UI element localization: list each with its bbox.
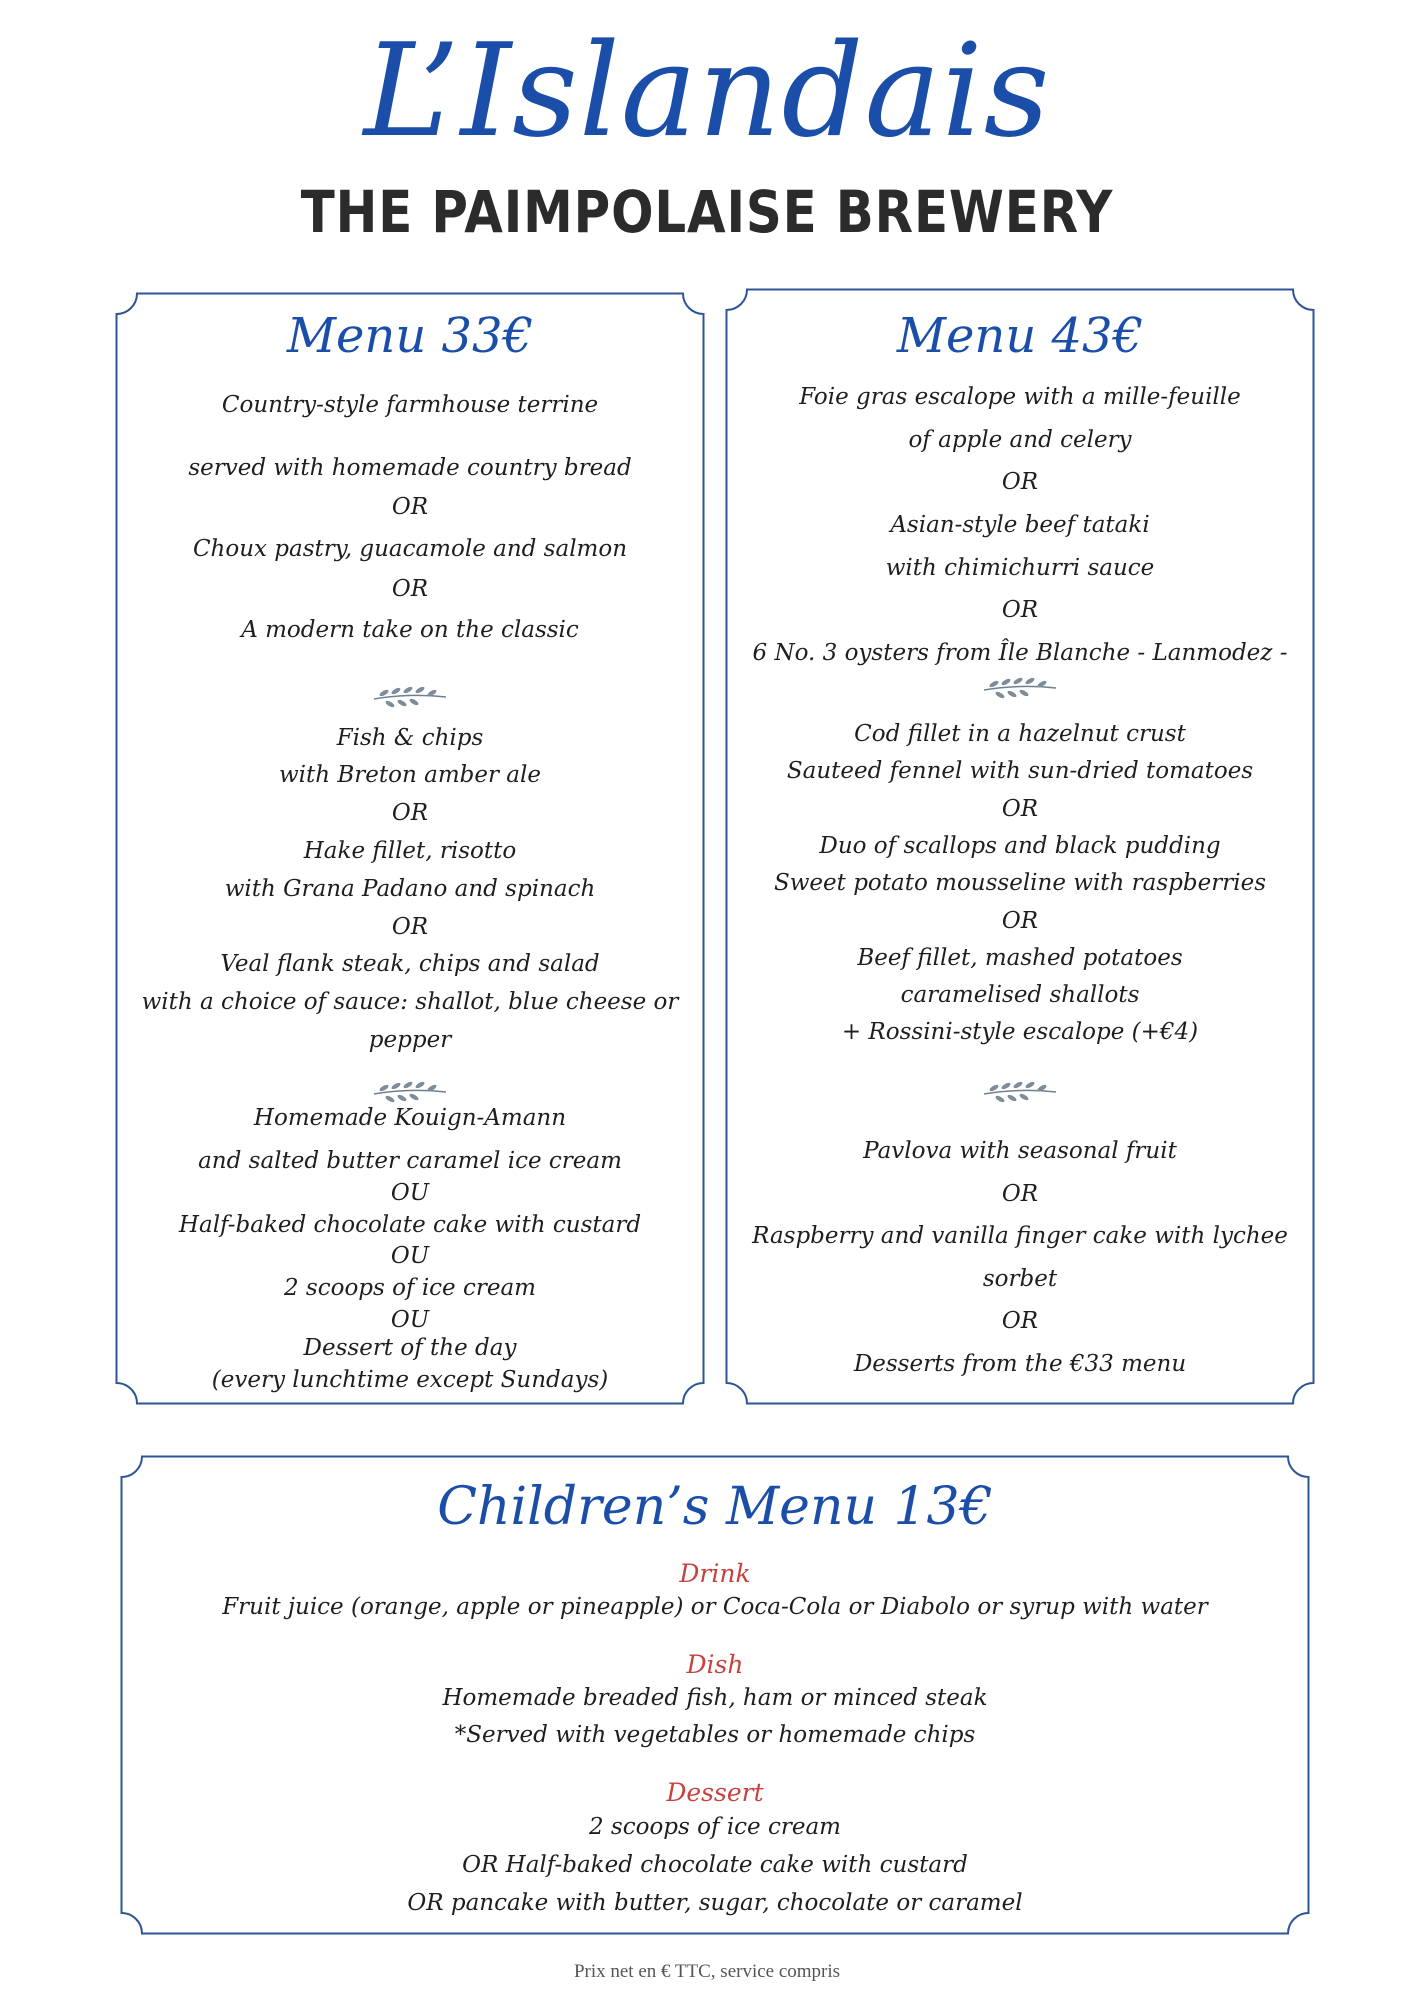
menu-43-line: OR <box>1001 1181 1039 1207</box>
olive-sprig-icon <box>980 674 1060 702</box>
menu-33-line: OU <box>390 1180 430 1206</box>
dessert-section-label: Dessert <box>666 1778 764 1807</box>
menu-33-line: Homemade Kouign-Amann <box>253 1105 567 1131</box>
menu-43-line: OR <box>1001 1308 1039 1334</box>
dessert-line: OR Half-baked chocolate cake with custard <box>462 1852 968 1878</box>
menu-33-line: served with homemade country bread <box>188 455 632 481</box>
menu-43-line: Cod fillet in a hazelnut crust <box>854 721 1186 747</box>
menu-33-line: OR <box>391 576 429 602</box>
menu-33-line: OR <box>391 800 429 826</box>
menu-33-line: OR <box>391 494 429 520</box>
menu-43-line: OR <box>1001 469 1039 495</box>
menu-43-line: of apple and celery <box>908 427 1132 453</box>
menu-33-line: Hake fillet, risotto <box>303 838 517 864</box>
dish-line: Homemade breaded fish, ham or minced steak <box>442 1685 988 1711</box>
menu-33-line: Choux pastry, guacamole and salmon <box>192 536 628 562</box>
menu-43-title: Menu 43€ <box>896 308 1144 364</box>
menu-43-line: with chimichurri sauce <box>885 555 1155 581</box>
menu-33-line: and salted butter caramel ice cream <box>198 1148 622 1174</box>
menu-33-line: with Grana Padano and spinach <box>224 876 596 902</box>
menu-43-line: sorbet <box>982 1266 1058 1292</box>
menu-33-line: OR <box>391 914 429 940</box>
restaurant-title: L’Islandais <box>363 17 1051 166</box>
menu-43-line: OR <box>1001 908 1039 934</box>
menu-43-line: 6 No. 3 oysters from Île Blanche - Lanmodez - <box>752 640 1288 666</box>
olive-sprig-icon <box>980 1078 1060 1106</box>
menu-43-line: OR <box>1001 597 1039 623</box>
menu-33-line: 2 scoops of ice cream <box>283 1275 536 1301</box>
childrens-menu-title: Children’s Menu 13€ <box>437 1477 993 1537</box>
menu-43-card <box>725 288 1315 1405</box>
menu-33-line: A modern take on the classic <box>241 617 579 643</box>
menu-43-line: Duo of scallops and black pudding <box>819 833 1221 859</box>
dish-section-label: Dish <box>686 1650 744 1679</box>
menu-33-line: with a choice of sauce: shallot, blue cheese or <box>141 989 679 1015</box>
dessert-line: 2 scoops of ice cream <box>588 1814 841 1840</box>
menu-33-title: Menu 33€ <box>286 308 534 364</box>
menu-43-line: Raspberry and vanilla finger cake with lychee <box>752 1223 1288 1249</box>
brewery-subtitle: THE PAIMPOLAISE BREWERY <box>300 178 1114 246</box>
menu-33-line: Dessert of the day <box>303 1335 517 1361</box>
menu-33-line: OU <box>390 1307 430 1333</box>
menu-43-line: Sauteed fennel with sun-dried tomatoes <box>786 758 1254 784</box>
menu-43-line: Sweet potato mousseline with raspberries <box>773 870 1267 896</box>
menu-43-line: Desserts from the €33 menu <box>853 1351 1187 1377</box>
menu-33-line: OU <box>390 1243 430 1269</box>
menu-33-line: Fish & chips <box>336 725 484 751</box>
olive-sprig-icon <box>370 683 450 711</box>
menu-43-line: OR <box>1001 796 1039 822</box>
childrens-menu-card <box>120 1455 1310 1935</box>
menu-43-line: Asian-style beef tataki <box>890 512 1150 538</box>
menu-33-line: Country-style farmhouse terrine <box>221 392 599 418</box>
menu-33-line: (every lunchtime except Sundays) <box>211 1367 609 1393</box>
menu-43-line: caramelised shallots <box>900 982 1140 1008</box>
drink-line: Fruit juice (orange, apple or pineapple) or Coca-Cola or Diabolo or syrup with water <box>222 1594 1208 1620</box>
menu-33-line: pepper <box>368 1027 452 1053</box>
menu-43-line: + Rossini-style escalope (+€4) <box>841 1019 1199 1045</box>
dessert-line: OR pancake with butter, sugar, chocolate or caramel <box>407 1890 1023 1916</box>
menu-33-line: with Breton amber ale <box>279 762 541 788</box>
olive-sprig-icon <box>370 1078 450 1106</box>
menu-33-line: Half-baked chocolate cake with custard <box>178 1212 642 1238</box>
price-note: Prix net en € TTC, service compris <box>573 1961 841 1982</box>
menu-33-card <box>115 292 705 1405</box>
menu-33-line: Veal flank steak, chips and salad <box>220 951 600 977</box>
menu-43-line: Foie gras escalope with a mille-feuille <box>799 384 1241 410</box>
menu-43-line: Beef fillet, mashed potatoes <box>857 945 1183 971</box>
menu-43-line: Pavlova with seasonal fruit <box>863 1138 1177 1164</box>
drink-section-label: Drink <box>679 1559 751 1588</box>
dish-line: *Served with vegetables or homemade chips <box>454 1722 976 1748</box>
